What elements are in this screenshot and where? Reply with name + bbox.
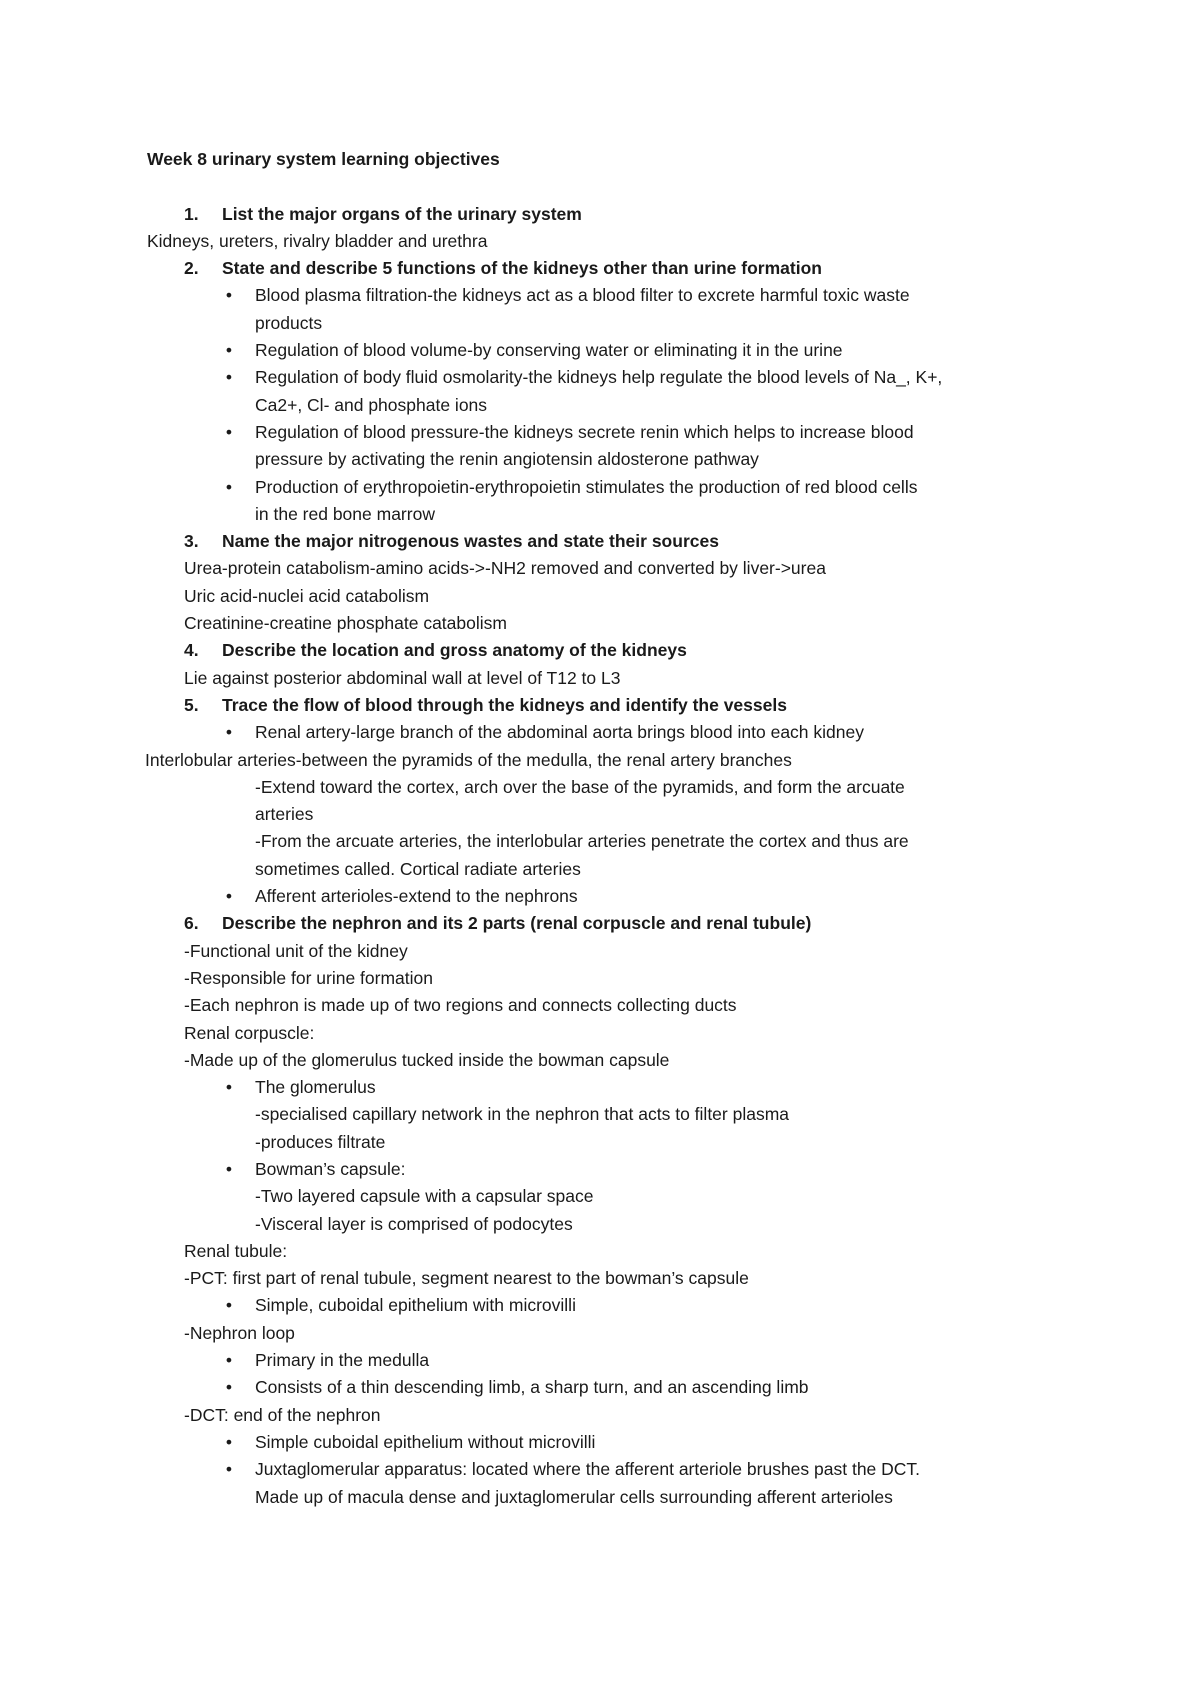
objective-text: Name the major nitrogenous wastes and state their sources — [222, 531, 719, 552]
objective-text: Describe the nephron and its 2 parts (renal corpuscle and renal tubule) — [222, 913, 812, 934]
bullet-text: Simple, cuboidal epithelium with microvilli — [255, 1295, 576, 1316]
bullet-continuation: Ca2+, Cl- and phosphate ions — [255, 394, 488, 415]
objective-number: 5. — [184, 694, 199, 715]
bullet-text: Bowman’s capsule: — [255, 1158, 406, 1179]
objective-number: 1. — [184, 203, 199, 224]
bullet-item — [147, 1347, 1047, 1374]
answer-line: Creatinine-creatine phosphate catabolism — [184, 613, 507, 634]
bullet-text: Simple cuboidal epithelium without microvilli — [255, 1431, 596, 1452]
objective-4 — [147, 637, 1047, 664]
bullet-icon: • — [225, 1158, 233, 1179]
document-body — [147, 146, 1047, 1511]
answer-line: Urea-protein catabolism-amino acids->-NH2 removed and converted by liver->urea — [184, 558, 826, 579]
objective-number: 3. — [184, 531, 199, 552]
bullet-icon: • — [225, 1377, 233, 1398]
objective-number: 6. — [184, 913, 199, 934]
answer-line: Interlobular arteries-between the pyramids of the medulla, the renal artery branches — [145, 749, 792, 770]
bullet-text: Production of erythropoietin-erythropoietin stimulates the production of red blood cells — [255, 476, 918, 497]
bullet-item — [147, 1456, 1047, 1483]
bullet-text: Regulation of blood volume-by conserving water or eliminating it in the urine — [255, 340, 843, 361]
bullet-item — [147, 883, 1047, 910]
bullet-continuation: Made up of macula dense and juxtaglomerular cells surrounding afferent arterioles — [255, 1486, 893, 1507]
bullet-text: Regulation of blood pressure-the kidneys secrete renin which helps to increase blood — [255, 421, 914, 442]
bullet-text: Renal artery-large branch of the abdominal aorta brings blood into each kidney — [255, 722, 864, 743]
objective-text: List the major organs of the urinary system — [222, 203, 582, 224]
objective-6 — [147, 910, 1047, 937]
answer-line: -Nephron loop — [184, 1322, 295, 1343]
answer-line: arteries — [255, 804, 314, 825]
bullet-text: Primary in the medulla — [255, 1350, 430, 1371]
bullet-icon: • — [225, 340, 233, 361]
objective-1 — [147, 201, 1047, 228]
bullet-item — [147, 719, 1047, 746]
answer-line: -From the arcuate arteries, the interlobular arteries penetrate the cortex and thus are — [255, 831, 909, 852]
bullet-icon: • — [225, 421, 233, 442]
bullet-icon: • — [225, 1295, 233, 1316]
answer-line: -Each nephron is made up of two regions and connects collecting ducts — [184, 995, 737, 1016]
bullet-item — [147, 474, 1047, 501]
bullet-icon: • — [225, 886, 233, 907]
bullet-text: Consists of a thin descending limb, a sharp turn, and an ascending limb — [255, 1377, 809, 1398]
answer-line: Renal tubule: — [184, 1240, 288, 1261]
answer-line: Kidneys, ureters, rivalry bladder and urethra — [147, 230, 488, 251]
answer-line: -Visceral layer is comprised of podocytes — [255, 1213, 573, 1234]
bullet-item — [147, 282, 1047, 309]
answer-line: -Functional unit of the kidney — [184, 940, 408, 961]
bullet-icon: • — [225, 1350, 233, 1371]
bullet-icon: • — [225, 1459, 233, 1480]
bullet-icon: • — [225, 1077, 233, 1098]
objective-3 — [147, 528, 1047, 555]
bullet-continuation: products — [255, 312, 323, 333]
objective-2 — [147, 255, 1047, 282]
bullet-text: Blood plasma filtration-the kidneys act as a blood filter to excrete harmful toxic waste — [255, 285, 910, 306]
objective-text: Trace the flow of blood through the kidneys and identify the vessels — [222, 694, 787, 715]
bullet-continuation: pressure by activating the renin angiotensin aldosterone pathway — [255, 449, 759, 470]
answer-line: Lie against posterior abdominal wall at level of T12 to L3 — [184, 667, 621, 688]
bullet-text: Regulation of body fluid osmolarity-the kidneys help regulate the blood levels of Na_, K+, — [255, 367, 943, 388]
answer-line: -Responsible for urine formation — [184, 967, 434, 988]
objective-number: 4. — [184, 640, 199, 661]
bullet-item — [147, 1156, 1047, 1183]
bullet-item — [147, 1074, 1047, 1101]
objective-number: 2. — [184, 258, 199, 279]
bullet-icon: • — [225, 722, 233, 743]
bullet-icon: • — [225, 1431, 233, 1452]
answer-line: -specialised capillary network in the nephron that acts to filter plasma — [255, 1104, 790, 1125]
answer-line: sometimes called. Cortical radiate arteries — [255, 858, 581, 879]
answer-line: -PCT: first part of renal tubule, segment nearest to the bowman’s capsule — [184, 1268, 749, 1289]
answer-line: -DCT: end of the nephron — [184, 1404, 381, 1425]
bullet-icon: • — [225, 367, 233, 388]
bullet-item — [147, 337, 1047, 364]
answer-line: -produces filtrate — [255, 1131, 386, 1152]
answer-line: Uric acid-nuclei acid catabolism — [184, 585, 430, 606]
objective-text: State and describe 5 functions of the kidneys other than urine formation — [222, 258, 822, 279]
document-title: Week 8 urinary system learning objectives — [147, 149, 500, 169]
bullet-item — [147, 364, 1047, 391]
answer-line: Renal corpuscle: — [184, 1022, 315, 1043]
bullet-item — [147, 1374, 1047, 1401]
bullet-icon: • — [225, 476, 233, 497]
answer-line: -Two layered capsule with a capsular space — [255, 1186, 594, 1207]
bullet-item — [147, 1292, 1047, 1319]
objective-text: Describe the location and gross anatomy of the kidneys — [222, 640, 687, 661]
bullet-text: Afferent arterioles-extend to the nephrons — [255, 886, 578, 907]
answer-line: -Made up of the glomerulus tucked inside the bowman capsule — [184, 1049, 670, 1070]
bullet-item — [147, 419, 1047, 446]
bullet-item — [147, 1429, 1047, 1456]
bullet-continuation: in the red bone marrow — [255, 503, 435, 524]
bullet-text: The glomerulus — [255, 1077, 376, 1098]
bullet-icon: • — [225, 285, 233, 306]
bullet-text: Juxtaglomerular apparatus: located where the afferent arteriole brushes past the DCT. — [255, 1459, 921, 1480]
answer-line: -Extend toward the cortex, arch over the base of the pyramids, and form the arcuate — [255, 776, 905, 797]
blank-line — [147, 173, 1047, 200]
objective-5 — [147, 692, 1047, 719]
